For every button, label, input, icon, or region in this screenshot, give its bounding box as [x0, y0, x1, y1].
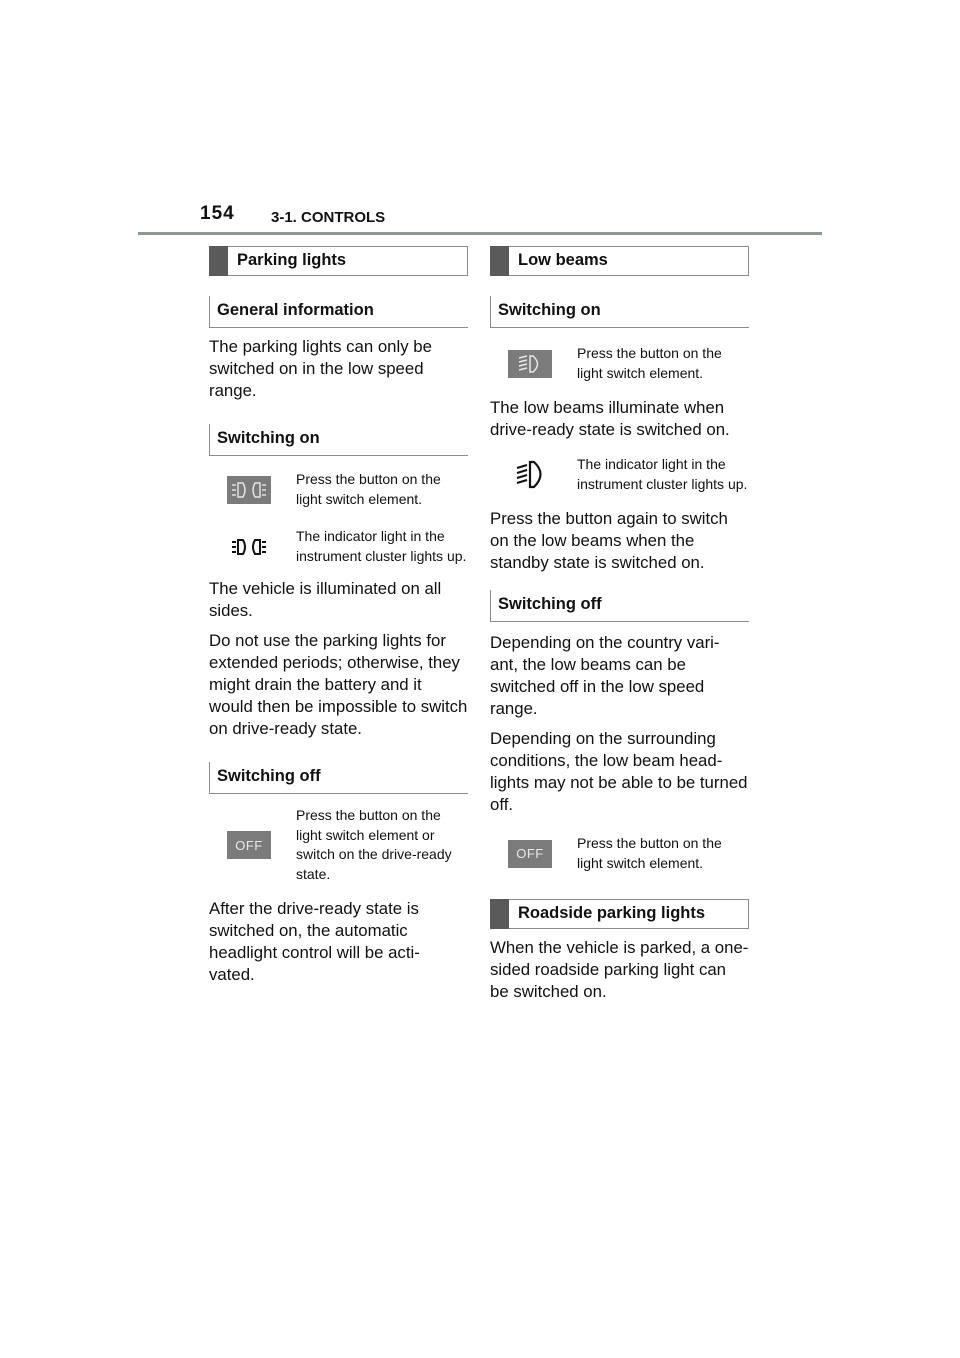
instruction-text: Press the button on the light switch element.	[577, 835, 722, 871]
subheading-switching-on	[209, 424, 468, 456]
low-beam-button-icon	[508, 350, 552, 378]
subheading-switching-off	[490, 590, 749, 622]
instruction-text: The indicator light in the instrument cluster lights up.	[577, 456, 748, 492]
topic-parking-lights	[209, 246, 468, 276]
subheading-label: Switching on	[217, 429, 320, 447]
paragraph: Depending on the surrounding conditions, the low beam head- lights may not be able to be turned off.	[490, 729, 748, 814]
right-column	[490, 246, 749, 1011]
instruction-row	[209, 470, 468, 509]
topic-low-beams	[490, 246, 749, 276]
paragraph: When the vehicle is parked, a one-sided roadside parking light can be switched on.	[490, 938, 749, 1001]
topic-marker	[490, 899, 509, 929]
page-number: 154	[200, 203, 235, 224]
paragraph: The parking lights can only be switched on in the low speed range.	[209, 337, 432, 400]
topic-title: Parking lights	[237, 251, 347, 269]
instruction-row	[490, 344, 749, 383]
instruction-text: Press the button on the light switch element.	[296, 471, 441, 507]
topic-marker	[490, 246, 509, 276]
instruction-text: Press the button on the light switch element or switch on the drive-ready state.	[296, 807, 452, 882]
subheading-label: Switching on	[498, 301, 601, 319]
parking-light-indicator-icon	[227, 533, 271, 561]
left-column	[209, 246, 468, 994]
subheading-label: Switching off	[217, 767, 321, 785]
header-rule	[138, 232, 822, 235]
instruction-text: Press the button on the light switch element.	[577, 345, 722, 381]
topic-roadside-parking-lights	[490, 899, 749, 929]
paragraph: Press the button again to switch on the low beams when the standby state is switched on.	[490, 509, 728, 572]
parking-light-button-icon	[227, 476, 271, 504]
low-beam-indicator-icon	[508, 461, 552, 489]
instruction-row	[209, 806, 468, 884]
instruction-row	[209, 527, 468, 566]
subheading-general-information	[209, 296, 468, 328]
paragraph: The vehicle is illuminated on all sides.	[209, 579, 442, 620]
paragraph: Depending on the country vari- ant, the low beams can be switched off in the low speed range.	[490, 633, 720, 718]
off-button-icon: OFF	[227, 831, 271, 859]
topic-title: Roadside parking lights	[518, 904, 706, 922]
topic-title: Low beams	[518, 251, 608, 269]
instruction-row	[490, 834, 749, 873]
paragraph: After the drive-ready state is switched on, the automatic headlight control will be acti- vated.	[209, 899, 420, 984]
section-title: 3-1. CONTROLS	[271, 209, 386, 226]
instruction-text: The indicator light in the instrument cluster lights up.	[296, 528, 467, 564]
off-button-icon: OFF	[508, 840, 552, 868]
instruction-row	[490, 455, 749, 494]
paragraph: The low beams illuminate when drive-ready state is switched on.	[490, 398, 730, 439]
paragraph: Do not use the parking lights for extended periods; otherwise, they might drain the battery and it would then be impossible to switch on drive-ready state.	[209, 631, 468, 738]
subheading-switching-on	[490, 296, 749, 328]
topic-marker	[209, 246, 228, 276]
subheading-label: Switching off	[498, 595, 602, 613]
subheading-label: General information	[217, 301, 374, 319]
subheading-switching-off	[209, 762, 468, 794]
